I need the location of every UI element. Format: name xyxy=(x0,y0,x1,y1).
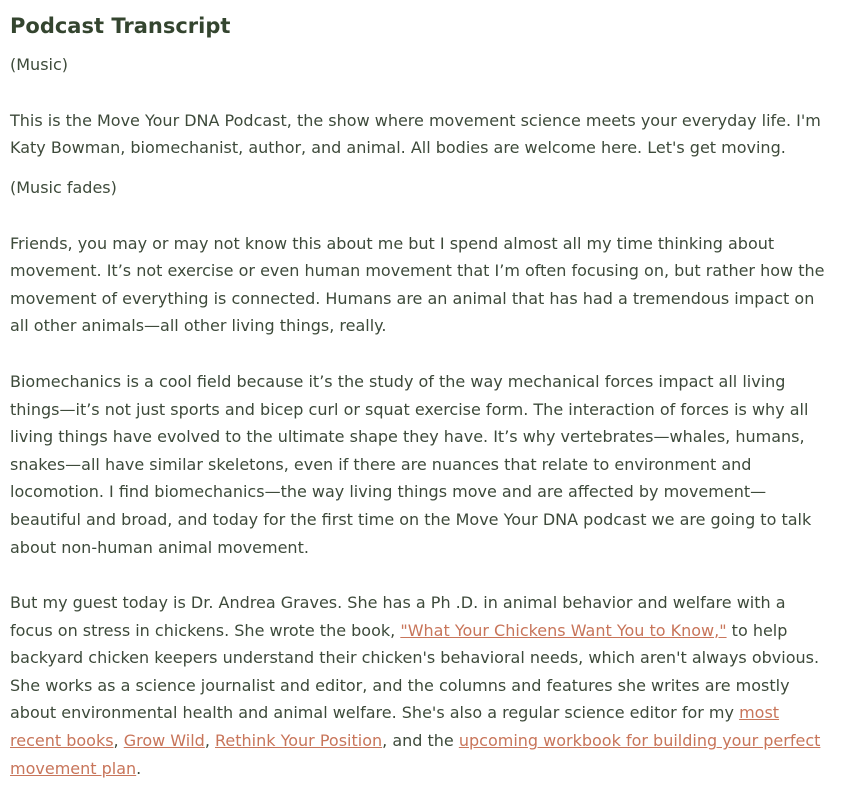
paragraph-movement: Friends, you may or may not know this about me but I spend almost all my time thinking about movement. It’s not exercise or even human movement that I’m often focusing on, but rather how the movement of everything is connected. Humans are an animal that has had a tremendous impact on all other animals—all other living things, really. xyxy=(10,233,825,336)
guest-text-6: . xyxy=(136,758,142,778)
guest-text-3: , xyxy=(113,731,124,751)
link-most-recent-books[interactable]: most recent books xyxy=(10,703,780,751)
guest-text-5: , and the xyxy=(382,731,459,751)
guest-text-4: , xyxy=(204,731,215,751)
intro-paragraph: This is the Move Your DNA Podcast, the show where movement science meets your everyday life. I'm Katy Bowman, biomechanist, author, and animal. All bodies are welcome here. Let's get moving. xyxy=(10,110,821,158)
link-rethink-your-position[interactable]: Rethink Your Position xyxy=(215,731,383,751)
page-title: Podcast Transcript xyxy=(10,14,231,38)
paragraph-guest xyxy=(10,589,832,782)
music-cue: (Music) xyxy=(10,55,69,75)
link-upcoming-workbook[interactable]: upcoming workbook for building your perfect movement plan xyxy=(10,731,821,778)
paragraph-biomechanics: Biomechanics is a cool field because it’s the study of the way mechanical forces impact all living things—it’s not just sports and bicep curl or squat exercise form. The interaction of forces is why all living things have evolved to the ultimate shape they have. It’s why vertebrates—whales, humans, snakes—all have similar skeletons, even if there are nuances that relate to environment and locomotion. I find biomechanics—the way living things move and are affected by movement—beautiful and broad, and today for the first time on the Move Your DNA podcast we are going to talk about non-human animal movement. xyxy=(10,371,812,557)
music-fades-cue: (Music fades) xyxy=(10,177,117,197)
link-chickens-book[interactable]: "What Your Chickens Want You to Know," xyxy=(400,620,727,640)
guest-text-1: But my guest today is Dr. Andrea Graves. She has a Ph .D. in animal behavior and welfare with a focus on stress in chickens. She wrote the book, xyxy=(10,593,786,640)
link-grow-wild[interactable]: Grow Wild xyxy=(123,731,205,751)
guest-text-2: to help backyard chicken keepers understand their chicken's behavioral needs, which aren't always obvious. She works as a science journalist and editor, and the columns and features she writes are mostly about environmental health and animal welfare. She's also a regular science editor for my xyxy=(10,620,820,723)
